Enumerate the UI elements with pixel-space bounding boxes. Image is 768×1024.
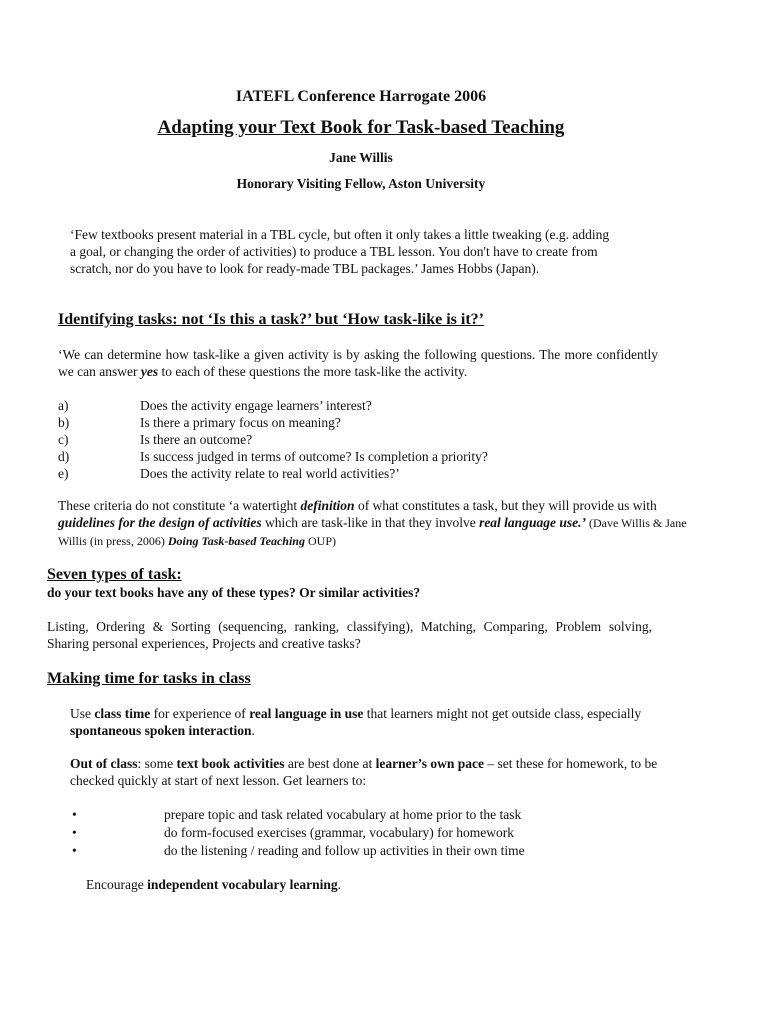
seven-types-subheading: do your text books have any of these types? Or similar activities? [47, 585, 421, 600]
question-item [58, 431, 488, 448]
question-text: Is success judged in terms of outcome? Is completion a priority? [140, 449, 488, 464]
bullet-text: do the listening / reading and follow up activities in their own time [164, 843, 525, 858]
intro-yes: yes [140, 364, 159, 379]
quote-line-3: scratch, nor do you have to look for ready-made TBL packages.’ James Hobbs (Japan). [70, 261, 540, 276]
quote-line-1: ‘Few textbooks present material in a TBL cycle, but often it only takes a little tweaking (e.g. adding [70, 227, 610, 242]
bullet-text: prepare topic and task related vocabulary at home prior to the task [164, 807, 522, 822]
bullet-mark: • [72, 825, 77, 840]
use-bold-real-language: real language in use [249, 706, 364, 721]
author-name: Jane Willis [329, 150, 393, 165]
document-title: Adapting your Text Book for Task-based Teaching [157, 117, 565, 138]
out-text-3: – set these for homework, to be checked quickly at start of next lesson. Get learners to: [70, 756, 658, 788]
question-text: Does the activity engage learners’ interest? [140, 398, 372, 413]
list-item [72, 842, 525, 860]
use-text-3: that learners might not get outside class, especially [363, 706, 642, 721]
question-label: e) [58, 466, 69, 481]
author-affiliation: Honorary Visiting Fellow, Aston University [236, 176, 486, 191]
opening-quote [70, 226, 710, 277]
crit-text-3: which are task-like in that they involve [261, 515, 480, 530]
use-text-1: Use [70, 706, 95, 721]
question-label: d) [58, 449, 70, 464]
seven-types-heading: Seven types of task: [47, 566, 182, 583]
question-item [58, 397, 488, 414]
enc-text-2: . [337, 877, 341, 892]
question-item [58, 465, 488, 482]
identifying-intro-paragraph [58, 346, 658, 380]
list-item [72, 824, 525, 842]
use-bold-class-time: class time [94, 706, 151, 721]
out-bold-out-of-class: Out of class [70, 756, 138, 771]
question-text: Is there a primary focus on meaning? [140, 415, 341, 430]
criteria-paragraph [58, 497, 698, 550]
crit-text-1: These criteria do not constitute ‘a watertight [58, 498, 301, 513]
out-bold-own-pace: learner’s own pace [375, 756, 485, 771]
use-text-4: . [251, 723, 255, 738]
crit-guidelines: guidelines for the design of activities [58, 515, 262, 530]
bullet-mark: • [72, 843, 77, 858]
out-text-1: : some [137, 756, 177, 771]
question-text: Is there an outcome? [140, 432, 253, 447]
quote-line-2: a goal, or changing the order of activities) to produce a TBL lesson. You don't have to create from [70, 244, 598, 259]
homework-bullet-list [72, 806, 525, 860]
crit-definition: definition [300, 498, 355, 513]
crit-real-language: real language use.’ [479, 515, 586, 530]
use-text-2: for experience of [150, 706, 250, 721]
crit-citation-book: Doing Task-based Teaching [167, 534, 305, 548]
out-text-2: are best done at [284, 756, 376, 771]
question-label: b) [58, 415, 70, 430]
crit-text-2: of what constitutes a task, but they will provide us with [354, 498, 657, 513]
encourage-line [86, 876, 341, 893]
class-time-paragraph [70, 705, 670, 739]
question-label: c) [58, 432, 69, 447]
making-time-heading: Making time for tasks in class [47, 670, 251, 687]
enc-bold: independent vocabulary learning [147, 877, 338, 892]
out-of-class-paragraph [70, 755, 670, 789]
bullet-mark: • [72, 807, 77, 822]
task-types-list: Listing, Ordering & Sorting (sequencing, ranking, classifying), Matching, Comparing, Problem solving, Sharing personal experiences, Projects and creative tasks? [47, 619, 652, 651]
conference-heading: IATEFL Conference Harrogate 2006 [235, 88, 487, 105]
question-item [58, 414, 488, 431]
crit-citation-b: OUP) [304, 534, 336, 548]
question-item [58, 448, 488, 465]
out-bold-text-book: text book activities [176, 756, 285, 771]
list-item [72, 806, 525, 824]
bullet-text: do form-focused exercises (grammar, vocabulary) for homework [164, 825, 514, 840]
question-label: a) [58, 398, 69, 413]
question-list [58, 397, 488, 482]
identifying-tasks-heading: Identifying tasks: not ‘Is this a task?’ but ‘How task-like is it?’ [58, 311, 484, 328]
intro-text-b: to each of these questions the more task-like the activity. [158, 364, 468, 379]
intro-text-a: ‘We can determine how task-like a given activity is by asking the following questions. The more confidently we can answer [58, 347, 658, 379]
crit-citation-a: (Dave Willis & Jane Willis (in press, 2006) [58, 516, 687, 548]
use-bold-spontaneous: spontaneous spoken interaction [70, 723, 252, 738]
enc-text-1: Encourage [86, 877, 148, 892]
question-text: Does the activity relate to real world activities?’ [140, 466, 400, 481]
